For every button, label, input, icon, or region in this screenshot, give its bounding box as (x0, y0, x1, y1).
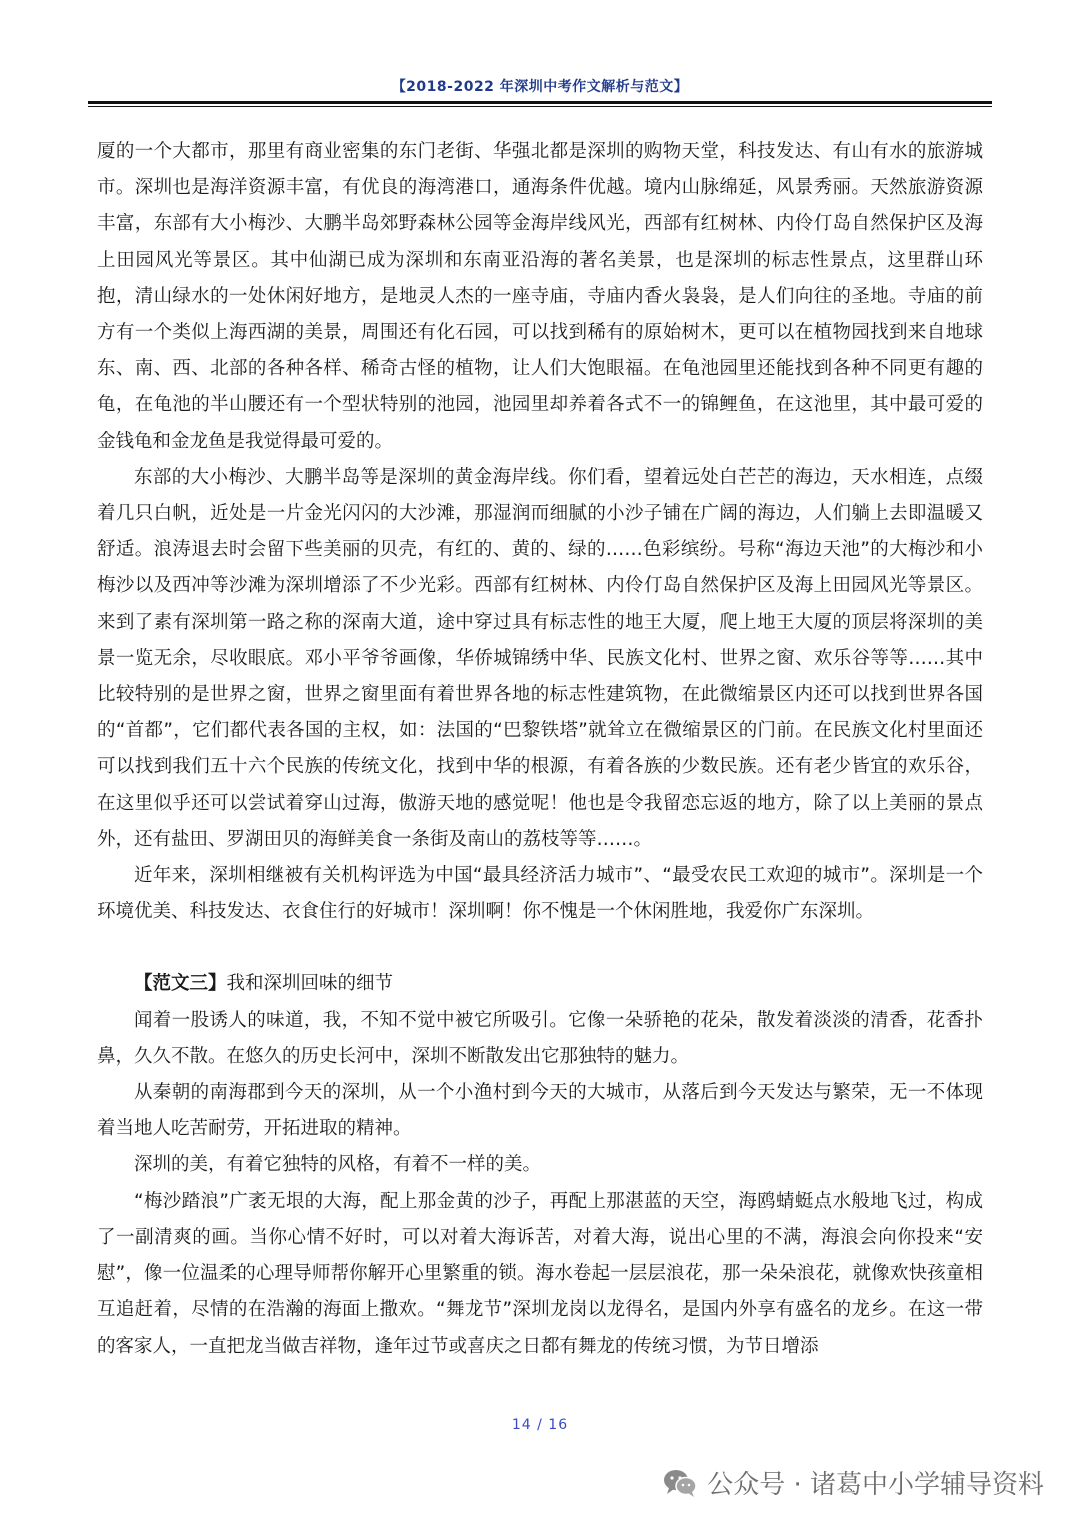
body-paragraph: 近年来，深圳相继被有关机构评选为中国“最具经济活力城市”、“最受农民工欢迎的城市”。深圳是一个环境优美、科技发达、衣食住行的好城市！深圳啊！你不愧是一个休闲胜地，我爱你广东深圳。 (97, 865, 983, 923)
watermark-text: 公众号 · 诸葛中小学辅导资料 (707, 1470, 1044, 1500)
wechat-icon (663, 1468, 697, 1498)
section-paragraph: 深圳的美，有着它独特的风格，有着不一样的美。 (134, 1154, 542, 1176)
body-paragraph: 东部的大小梅沙、大鹏半岛等是深圳的黄金海岸线。你们看，望着远处白芒芒的海边，天水相连，点缀着几只白帆，近处是一片金光闪闪的大沙滩，那湿润而细腻的小沙子铺在广阔的海边，人们躺上去即温暖又舒适。浪涛退去时会留下些美丽的贝壳，有红的、黄的、绿的……色彩缤纷。号称“海边天池”的大梅沙和小梅沙以及西冲等沙滩为深圳增添了不少光彩。西部有红树林、内伶仃岛自然保护区及海上田园风光等景区。来到了素有深圳第一路之称的深南大道，途中穿过具有标志性的地王大厦，爬上地王大厦的顶层将深圳的美景一览无余，尽收眼底。邓小平爷爷画像，华侨城锦绣中华、民族文化村、世界之窗、欢乐谷等等……其中比较特别的是世界之窗，世界之窗里面有着世界各地的标志性建筑物，在此微缩景区内还可以找到世界各国的“首都”，它们都代表各国的主权，如：法国的“巴黎铁塔”就耸立在微缩景区的门前。在民族文化村里面还可以找到我们五十六个民族的传统文化，找到中华的根源，有着各族的少数民族。还有老少皆宜的欢乐谷，在这里似乎还可以尝试着穿山过海，傲游天地的感觉呢！他也是令我留恋忘返的地方，除了以上美丽的景点外，还有盐田、罗湖田贝的海鲜美食一条街及南山的荔枝等等……。 (97, 466, 983, 850)
page-number: 14 / 16 (511, 1417, 569, 1433)
section-heading (97, 966, 983, 1002)
body-paragraph: 厦的一个大都市，那里有商业密集的东门老街、华强北都是深圳的购物天堂，科技发达、有山有水的旅游城市。深圳也是海洋资源丰富，有优良的海湾港口，通海条件优越。境内山脉绵延，风景秀丽。天然旅游资源丰富，东部有大小梅沙、大鹏半岛郊野森林公园等金海岸线风光，西部有红树林、内伶仃岛自然保护区及海上田园风光等景区。其中仙湖已成为深圳和东南亚沿海的著名美景，也是深圳的标志性景点，这里群山环抱，清山绿水的一处休闲好地方，是地灵人杰的一座寺庙，寺庙内香火袅袅，是人们向往的圣地。寺庙的前方有一个类似上海西湖的美景，周围还有化石园，可以找到稀有的原始树木，更可以在植物园找到来自地球东、南、西、北部的各种各样、稀奇古怪的植物，让人们大饱眼福。在龟池园里还能找到各种不同更有趣的龟，在龟池的半山腰还有一个型状特别的池园，池园里却养着各式不一的锦鲤鱼，在这池里，其中最可爱的金钱龟和金龙鱼是我觉得最可爱的。 (97, 141, 983, 452)
section-spacer (97, 930, 983, 966)
section-title: 我和深圳回味的细节 (226, 973, 394, 995)
watermark (663, 1464, 1044, 1501)
header-rule-thin (88, 106, 992, 107)
document-body (97, 134, 983, 1365)
header-rule-thick (88, 101, 992, 104)
section-paragraph: 闻着一股诱人的味道，我，不知不觉中被它所吸引。它像一朵骄艳的花朵，散发着淡淡的清香，花香扑鼻，久久不散。在悠久的历史长河中，深圳不断散发出它那独特的魅力。 (97, 1009, 983, 1067)
document-header: 【2018-2022 年深圳中考作文解析与范文】 (391, 79, 689, 95)
section-label: 【范文三】 (134, 973, 227, 995)
section-paragraph: 从秦朝的南海郡到今天的深圳，从一个小渔村到今天的大城市，从落后到今天发达与繁荣，无一不体现着当地人吃苦耐劳，开拓进取的精神。 (97, 1082, 983, 1140)
section-paragraph: “梅沙踏浪”广袤无垠的大海，配上那金黄的沙子，再配上那湛蓝的天空，海鸥蜻蜓点水般地飞过，构成了一副清爽的画。当你心情不好时，可以对着大海诉苦，对着大海，说出心里的不满，海浪会向你投来“安慰”，像一位温柔的心理导师帮你解开心里繁重的锁。海水卷起一层层浪花，那一朵朵浪花，就像欢快孩童相互追赶着，尽情的在浩瀚的海面上撒欢。“舞龙节”深圳龙岗以龙得名，是国内外享有盛名的龙乡。在这一带的客家人，一直把龙当做吉祥物，逢年过节或喜庆之日都有舞龙的传统习惯，为节日增添 (97, 1190, 983, 1357)
